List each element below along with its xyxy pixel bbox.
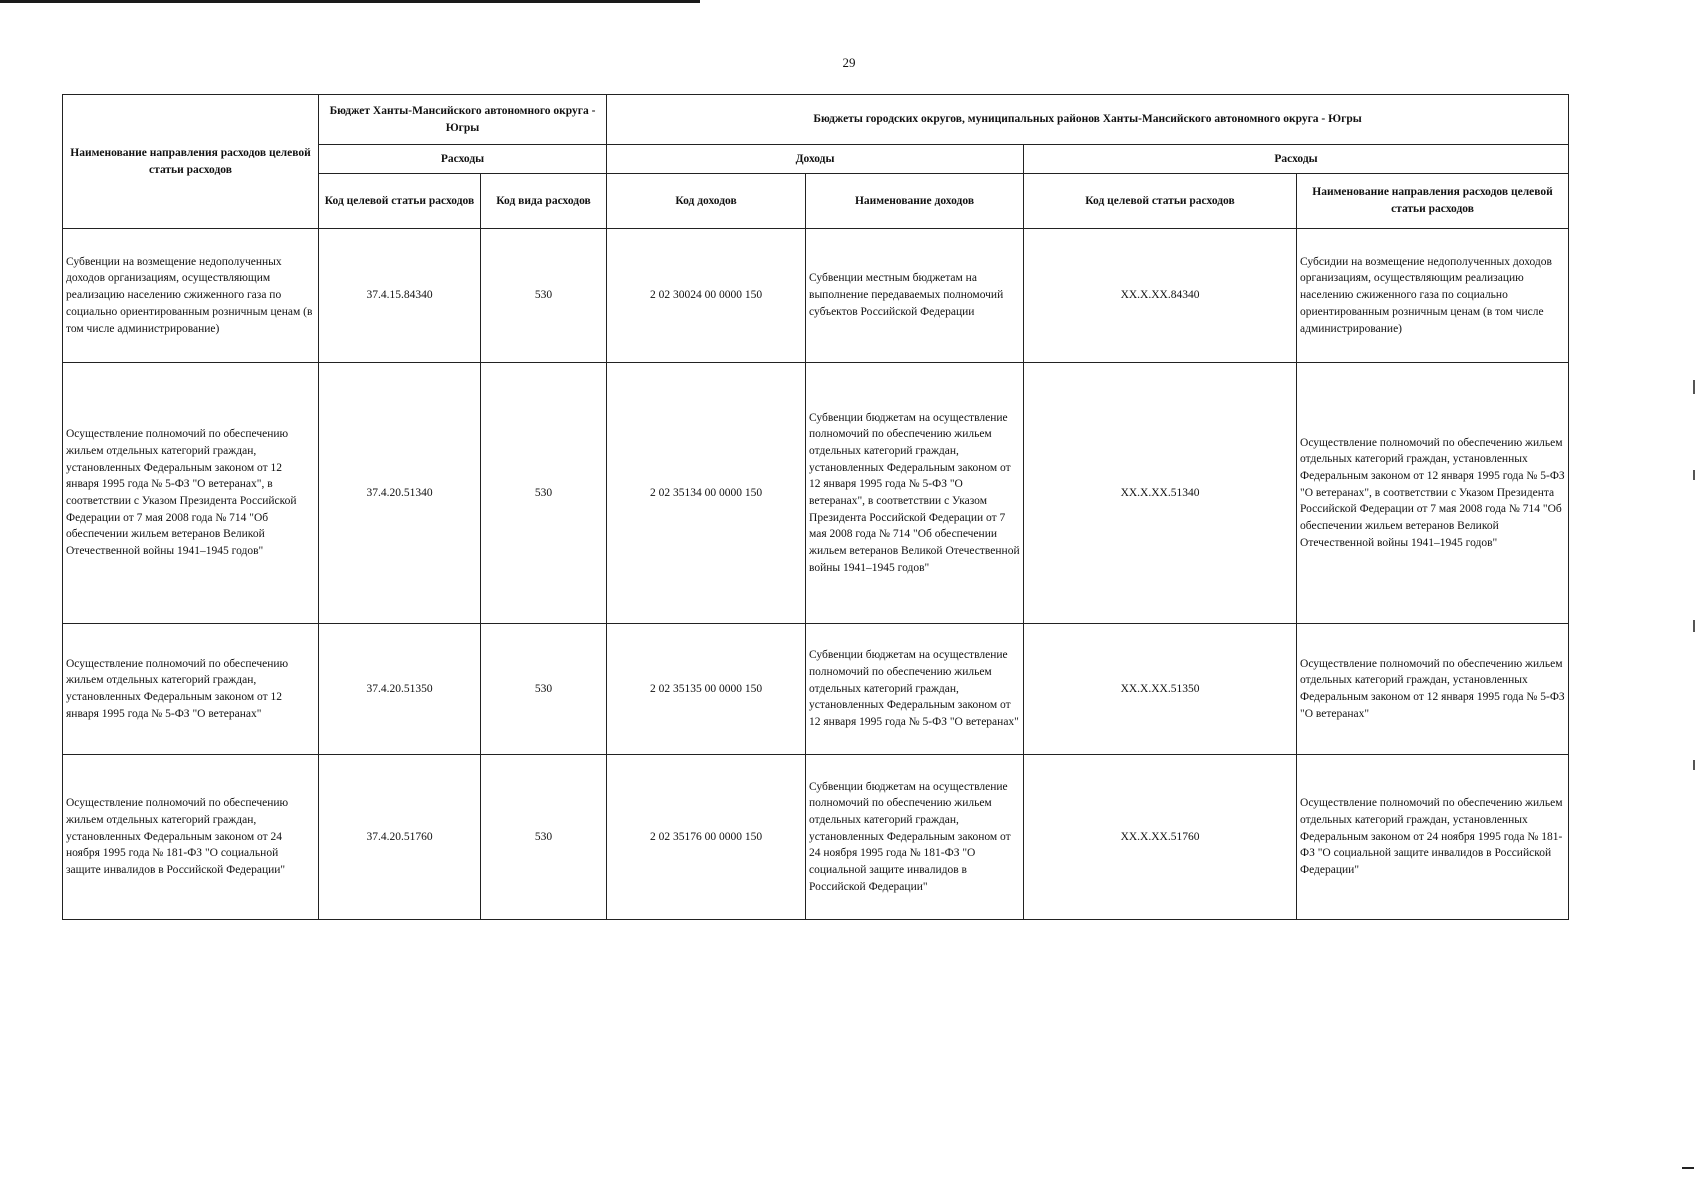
- row-income-code: 2 02 35135 00 0000 150: [607, 624, 806, 755]
- row-target-code: 37.4.20.51350: [319, 624, 481, 755]
- header-target-code-municipal: Код целевой статьи расходов: [1024, 174, 1297, 229]
- row-name: Субвенции на возмещение недополученных доходов организациям, осуществляющим реализацию населению сжиженного газа по социально ориентированным розничным ценам (в том числе администрирование): [63, 229, 319, 363]
- row-name: Осуществление полномочий по обеспечению жильем отдельных категорий граждан, установленных Федеральным законом от 12 января 1995 года № 5-ФЗ "О ветеранах": [63, 624, 319, 755]
- header-expense-type-code: Код вида расходов: [481, 174, 607, 229]
- row-muni-name: Осуществление полномочий по обеспечению жильем отдельных категорий граждан, установленных Федеральным законом от 24 ноября 1995 года № 181-ФЗ "О социальной защите инвалидов в Российской Федерации": [1297, 755, 1569, 920]
- row-income-name: Субвенции местным бюджетам на выполнение передаваемых полномочий субъектов Российской Федерации: [806, 229, 1024, 363]
- header-income-code: Код доходов: [607, 174, 806, 229]
- scan-edge-mark: [1682, 1167, 1694, 1169]
- row-muni-code: XX.X.XX.51760: [1024, 755, 1297, 920]
- row-expense-type: 530: [481, 229, 607, 363]
- header-income-name: Наименование доходов: [806, 174, 1024, 229]
- row-name: Осуществление полномочий по обеспечению жильем отдельных категорий граждан, установленных Федеральным законом от 24 ноября 1995 года № 181-ФЗ "О социальной защите инвалидов в Российской Федерации": [63, 755, 319, 920]
- row-name: Осуществление полномочий по обеспечению жильем отдельных категорий граждан, установленных Федеральным законом от 12 января 1995 года № 5-ФЗ "О ветеранах", в соответствии с Указом Президента Российской Федерации от 7 мая 2008 года № 714 "Об обеспечении жильем ветеранов Великой Отечественной войны 1941–1945 годов": [63, 363, 319, 624]
- row-muni-name: Осуществление полномочий по обеспечению жильем отдельных категорий граждан, установленных Федеральным законом от 12 января 1995 года № 5-ФЗ "О ветеранах": [1297, 624, 1569, 755]
- scan-edge-mark: [1693, 760, 1695, 770]
- header-income: Доходы: [607, 145, 1024, 174]
- header-expenses-municipal: Расходы: [1024, 145, 1569, 174]
- header-municipal-budgets: Бюджеты городских округов, муниципальных районов Ханты-Мансийского автономного округа - Югры: [607, 95, 1569, 145]
- row-expense-type: 530: [481, 755, 607, 920]
- header-regional-budget: Бюджет Ханты-Мансийского автономного округа - Югры: [319, 95, 607, 145]
- table-row: [63, 229, 1569, 363]
- row-income-code: 2 02 30024 00 0000 150: [607, 229, 806, 363]
- table-row: [63, 755, 1569, 920]
- scan-top-line: [0, 0, 700, 3]
- row-target-code: 37.4.20.51760: [319, 755, 481, 920]
- row-expense-type: 530: [481, 363, 607, 624]
- budget-classification-table: [62, 94, 1569, 920]
- row-income-name: Субвенции бюджетам на осуществление полномочий по обеспечению жильем отдельных категорий граждан, установленных Федеральным законом от 12 января 1995 года № 5-ФЗ "О ветеранах", в соответствии с Указом Президента Российской Федерации от 7 мая 2008 года № 714 "Об обеспечении жильем ветеранов Великой Отечественной войны 1941–1945 годов": [806, 363, 1024, 624]
- scan-edge-mark: [1693, 380, 1695, 394]
- row-muni-name: Осуществление полномочий по обеспечению жильем отдельных категорий граждан, установленных Федеральным законом от 12 января 1995 года № 5-ФЗ "О ветеранах", в соответствии с Указом Президента Российской Федерации от 7 мая 2008 года № 714 "Об обеспечении жильем ветеранов Великой Отечественной войны 1941–1945 годов": [1297, 363, 1569, 624]
- row-income-code: 2 02 35134 00 0000 150: [607, 363, 806, 624]
- scan-edge-mark: [1693, 620, 1695, 632]
- page-number: 29: [842, 55, 856, 70]
- row-muni-code: XX.X.XX.84340: [1024, 229, 1297, 363]
- header-name-col-municipal: Наименование направления расходов целевой статьи расходов: [1297, 174, 1569, 229]
- table-row: [63, 363, 1569, 624]
- table-row: [63, 624, 1569, 755]
- row-muni-code: XX.X.XX.51350: [1024, 624, 1297, 755]
- row-target-code: 37.4.20.51340: [319, 363, 481, 624]
- row-income-code: 2 02 35176 00 0000 150: [607, 755, 806, 920]
- header-name-col: Наименование направления расходов целевой статьи расходов: [63, 95, 319, 229]
- header-expenses: Расходы: [319, 145, 607, 174]
- row-income-name: Субвенции бюджетам на осуществление полномочий по обеспечению жильем отдельных категорий граждан, установленных Федеральным законом от 12 января 1995 года № 5-ФЗ "О ветеранах": [806, 624, 1024, 755]
- row-expense-type: 530: [481, 624, 607, 755]
- scan-edge-mark: [1693, 470, 1695, 480]
- header-target-code: Код целевой статьи расходов: [319, 174, 481, 229]
- row-muni-name: Субсидии на возмещение недополученных доходов организациям, осуществляющим реализацию населению сжиженного газа по социально ориентированным розничным ценам (в том числе администрирование): [1297, 229, 1569, 363]
- row-muni-code: XX.X.XX.51340: [1024, 363, 1297, 624]
- row-target-code: 37.4.15.84340: [319, 229, 481, 363]
- row-income-name: Субвенции бюджетам на осуществление полномочий по обеспечению жильем отдельных категорий граждан, установленных Федеральным законом от 24 ноября 1995 года № 181-ФЗ "О социальной защите инвалидов в Российской Федерации": [806, 755, 1024, 920]
